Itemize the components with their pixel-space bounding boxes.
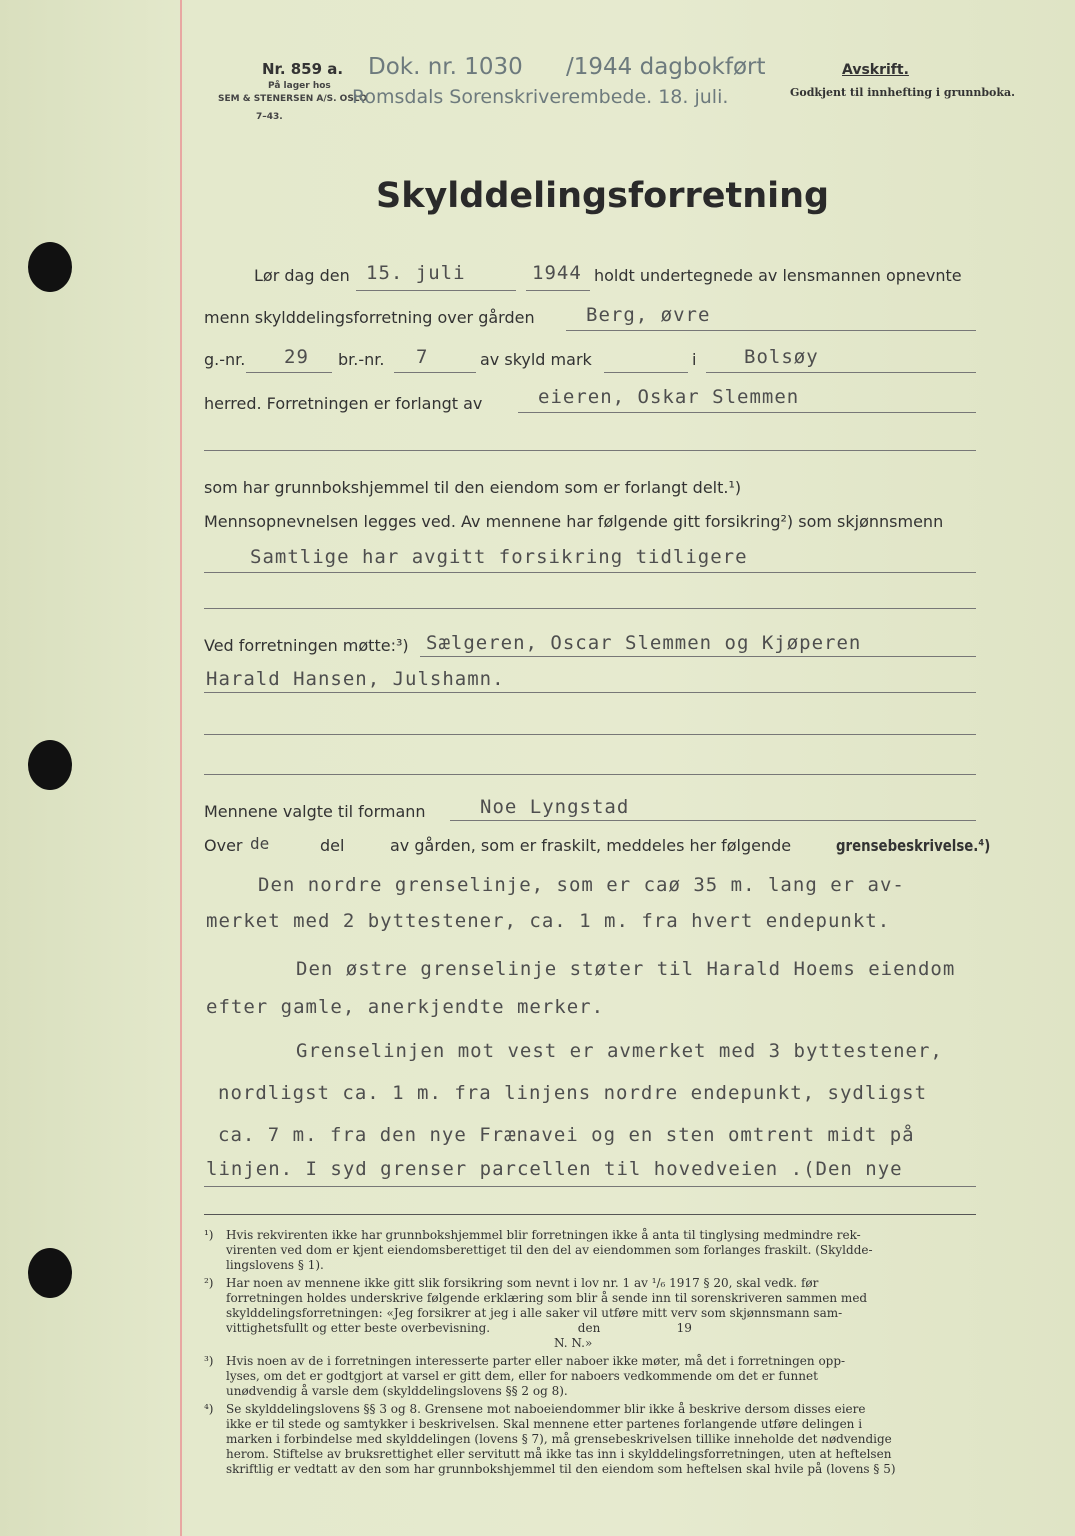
- line-label: Mennsopnevnelsen legges ved. Av mennene har følgende gitt forsikring²) som skjønnsmenn: [204, 512, 944, 531]
- typed-gnr: 29: [284, 346, 309, 368]
- fill-line: [450, 820, 976, 821]
- line-label: Mennene valgte til formann: [204, 802, 426, 821]
- footnote-line: lyses, om det er godtgjort at varsel er gitt dem, eller for naboers vedkommende om det er funnet: [226, 1369, 818, 1383]
- typed-place: Bolsøy: [744, 346, 819, 368]
- footnote-line: Se skylddelingslovens §§ 3 og 8. Grensene mot naboeiendommer blir ikke å beskrive dersom disses eiere: [226, 1402, 866, 1416]
- document-title: Skylddelingsforretning: [376, 176, 830, 216]
- line-label: Lør dag den: [254, 266, 350, 285]
- line-label: av skyld mark: [480, 350, 592, 369]
- footnote-line: vittighetsfullt og etter beste overbevisning. den 19: [226, 1321, 692, 1335]
- footnote-line: marken i forbindelse med skylddelingen (lovens § 7), må grensebeskrivelsen tillike inneholde det nødvendige: [226, 1432, 892, 1446]
- typed-farm: Berg, øvre: [586, 304, 711, 326]
- line-label: grensebeskrivelse.⁴): [836, 836, 991, 855]
- fill-line: [518, 412, 976, 413]
- footnote-line: Hvis noen av de i forretningen interesserte parter eller naboer ikke møter, må det i forretningen opp-: [226, 1354, 846, 1368]
- line-label: del: [320, 836, 345, 855]
- line-label: Over: [204, 836, 243, 855]
- footnote-line: N. N.»: [226, 1336, 593, 1350]
- footnote-line: ikke er til stede og samtykker i beskrivelsen. Skal mennene etter partenes forlangende utføre delingen i: [226, 1417, 863, 1431]
- typed-attendees: Harald Hansen, Julshamn.: [206, 668, 505, 690]
- line-label: menn skylddelingsforretning over gården: [204, 308, 535, 327]
- publisher-line: SEM & STENERSEN A/S. OSLO: [218, 94, 367, 104]
- fill-line: [420, 656, 976, 657]
- typed-assurance: Samtlige har avgitt forsikring tidligere: [250, 546, 748, 568]
- footnote-line: skylddelingsforretningen: «Jeg forsikrer at jeg i alle saker vil utføre mitt verv som skjønnsmann sam-: [226, 1306, 843, 1320]
- fill-line: [204, 572, 976, 573]
- document-stamp: /1944 dagbokført: [566, 54, 766, 80]
- footnote-number: ²): [204, 1276, 214, 1290]
- footnote-line: forretningen holdes underskrive følgende erklæring som blir å sende inn til sorenskriveren sammen med: [226, 1291, 868, 1305]
- body-line: merket med 2 byttestener, ca. 1 m. fra hvert endepunkt.: [206, 910, 891, 932]
- footnote-line: Hvis rekvirenten ikke har grunnbokshjemmel blir forretningen ikke å anta til tinglysing medmindre rek-: [226, 1228, 861, 1242]
- fill-line: [604, 372, 688, 373]
- fill-line: [706, 372, 976, 373]
- document-stamp: Dok. nr. 1030: [368, 54, 523, 80]
- footnote-line: Har noen av mennene ikke gitt slik forsikring som nevnt i lov nr. 1 av ¹/₆ 1917 § 20, skal vedk. før: [226, 1276, 819, 1290]
- fill-line: [204, 1186, 976, 1187]
- body-line: nordligst ca. 1 m. fra linjens nordre endepunkt, sydligst: [218, 1082, 928, 1104]
- fill-line: [204, 774, 976, 775]
- punch-hole: [28, 242, 72, 292]
- fill-line: [204, 450, 976, 451]
- body-line: efter gamle, anerkjendte merker.: [206, 996, 605, 1018]
- typed-requester: eieren, Oskar Slemmen: [538, 386, 800, 408]
- typed-bnr: 7: [416, 346, 429, 368]
- line-label: g.-nr.: [204, 350, 246, 369]
- fill-line: [356, 290, 516, 291]
- court-stamp: Romsdals Sorenskriverembede. 18. juli.: [352, 86, 729, 108]
- fill-line: [204, 608, 976, 609]
- line-label: herred. Forretningen er forlangt av: [204, 394, 483, 413]
- footnote-line: unødvendig å varsle dem (skylddelingslovens §§ 2 og 8).: [226, 1384, 568, 1398]
- footnote-number: ¹): [204, 1228, 214, 1242]
- footnote-line: herom. Stiftelse av bruksrettighet eller servitutt må ikke tas inn i skylddelingsforretningen, uten at heftelsen: [226, 1447, 892, 1461]
- line-label: br.-nr.: [338, 350, 385, 369]
- body-line: Grenselinjen mot vest er avmerket med 3 byttestener,: [296, 1040, 943, 1062]
- typed-year: 1944: [532, 262, 582, 284]
- typed-attendees: Sælgeren, Oscar Slemmen og Kjøperen: [426, 632, 862, 654]
- line-label: Ved forretningen møtte:³): [204, 636, 409, 655]
- line-label: av gården, som er fraskilt, meddeles her følgende: [390, 836, 792, 855]
- fill-line: [394, 372, 476, 373]
- punch-hole: [28, 1248, 72, 1298]
- fill-line: [566, 330, 976, 331]
- publisher-line: 7–43.: [256, 112, 283, 122]
- footnote-line: skriftlig er vedtatt av den som har grunnbokshjemmel til den eiendom som heftelsen skal hvile på (lovens § 5): [226, 1462, 896, 1476]
- footnote-line: lingslovens § 1).: [226, 1258, 324, 1272]
- fill-line: [204, 692, 976, 693]
- copy-label: Avskrift.: [842, 62, 909, 78]
- fill-line: [526, 290, 590, 291]
- punch-hole: [28, 740, 72, 790]
- footnote-number: ⁴): [204, 1402, 214, 1416]
- typed-inline: de: [250, 834, 270, 853]
- fill-line: [204, 734, 976, 735]
- footnote-line: virenten ved dom er kjent eiendomsberettiget til den del av eiendommen som forlanges fraskilt. (Skyldde-: [226, 1243, 873, 1257]
- line-label: som har grunnbokshjemmel til den eiendom som er forlangt delt.¹): [204, 478, 742, 497]
- fill-line: [246, 372, 332, 373]
- margin-line: [180, 0, 182, 1536]
- body-line: linjen. I syd grenser parcellen til hovedveien .(Den nye: [206, 1158, 903, 1180]
- footnote-number: ³): [204, 1354, 214, 1368]
- typed-chairman: Noe Lyngstad: [480, 796, 630, 818]
- line-label: holdt undertegnede av lensmannen opnevnte: [594, 266, 962, 285]
- body-line: Den nordre grenselinje, som er caø 35 m. lang er av-: [258, 874, 905, 896]
- footnote-divider: [204, 1214, 976, 1215]
- publisher-line: På lager hos: [268, 81, 331, 91]
- approved-note: Godkjent til innhefting i grunnboka.: [790, 86, 1015, 99]
- typed-date: 15. juli: [366, 262, 466, 284]
- form-number: Nr. 859 a.: [262, 60, 344, 78]
- body-line: Den østre grenselinje støter til Harald Hoems eiendom: [296, 958, 956, 980]
- body-line: ca. 7 m. fra den nye Frænavei og en sten omtrent midt på: [218, 1124, 915, 1146]
- line-label: i: [692, 350, 697, 369]
